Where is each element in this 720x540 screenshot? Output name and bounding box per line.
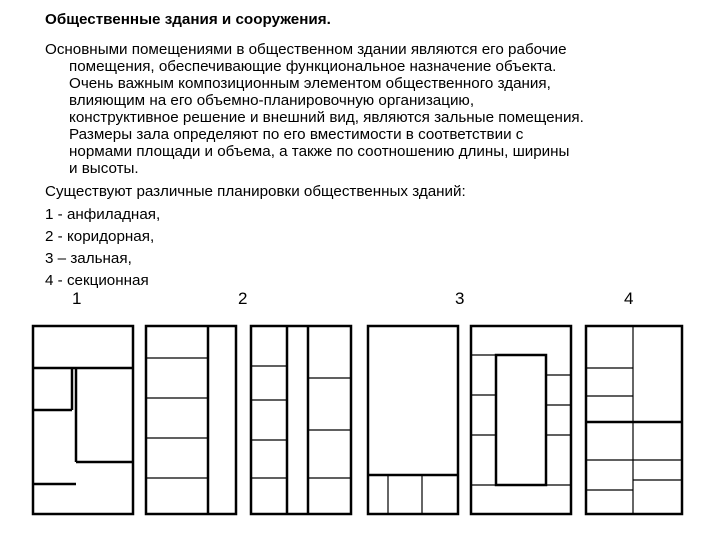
- list-item: 3 – зальная,: [45, 250, 132, 267]
- plan-sectional: [586, 326, 682, 514]
- plan-number-3: 3: [455, 289, 465, 308]
- list-item: 1 - анфиладная,: [45, 206, 161, 223]
- paragraph-line: помещения, обеспечивающие функциональное назначение объекта.: [69, 58, 557, 75]
- paragraph-line: влияющим на его объемно-планировочную организацию,: [69, 92, 475, 109]
- plan-number-4: 4: [624, 289, 634, 308]
- plan-number-1: 1: [72, 289, 82, 308]
- plan-number-2: 2: [238, 289, 248, 308]
- slide-title: Общественные здания и сооружения.: [45, 11, 331, 28]
- plan-corridor-single: [146, 326, 236, 514]
- paragraph-line: и высоты.: [69, 160, 139, 177]
- list-item: 2 - коридорная,: [45, 228, 155, 245]
- plan-hall: [368, 326, 458, 514]
- plan-enfilade: [33, 326, 133, 514]
- paragraph-line: Очень важным композиционным элементом общественного здания,: [69, 75, 551, 92]
- plan-hall-surrounded: [471, 326, 571, 514]
- paragraph-line: Размеры зала определяют по его вместимости в соответствии с: [69, 126, 524, 143]
- list-item: 4 - секционная: [45, 272, 149, 289]
- plan-corridor-double: [251, 326, 351, 514]
- paragraph-line: конструктивное решение и внешний вид, являются зальные помещения.: [69, 109, 584, 126]
- paragraph-line: Основными помещениями в общественном здании являются его рабочие: [45, 41, 567, 58]
- layouts-intro: Существуют различные планировки общественных зданий:: [45, 183, 466, 200]
- paragraph-line: нормами площади и объема, а также по соотношению длины, ширины: [69, 143, 570, 160]
